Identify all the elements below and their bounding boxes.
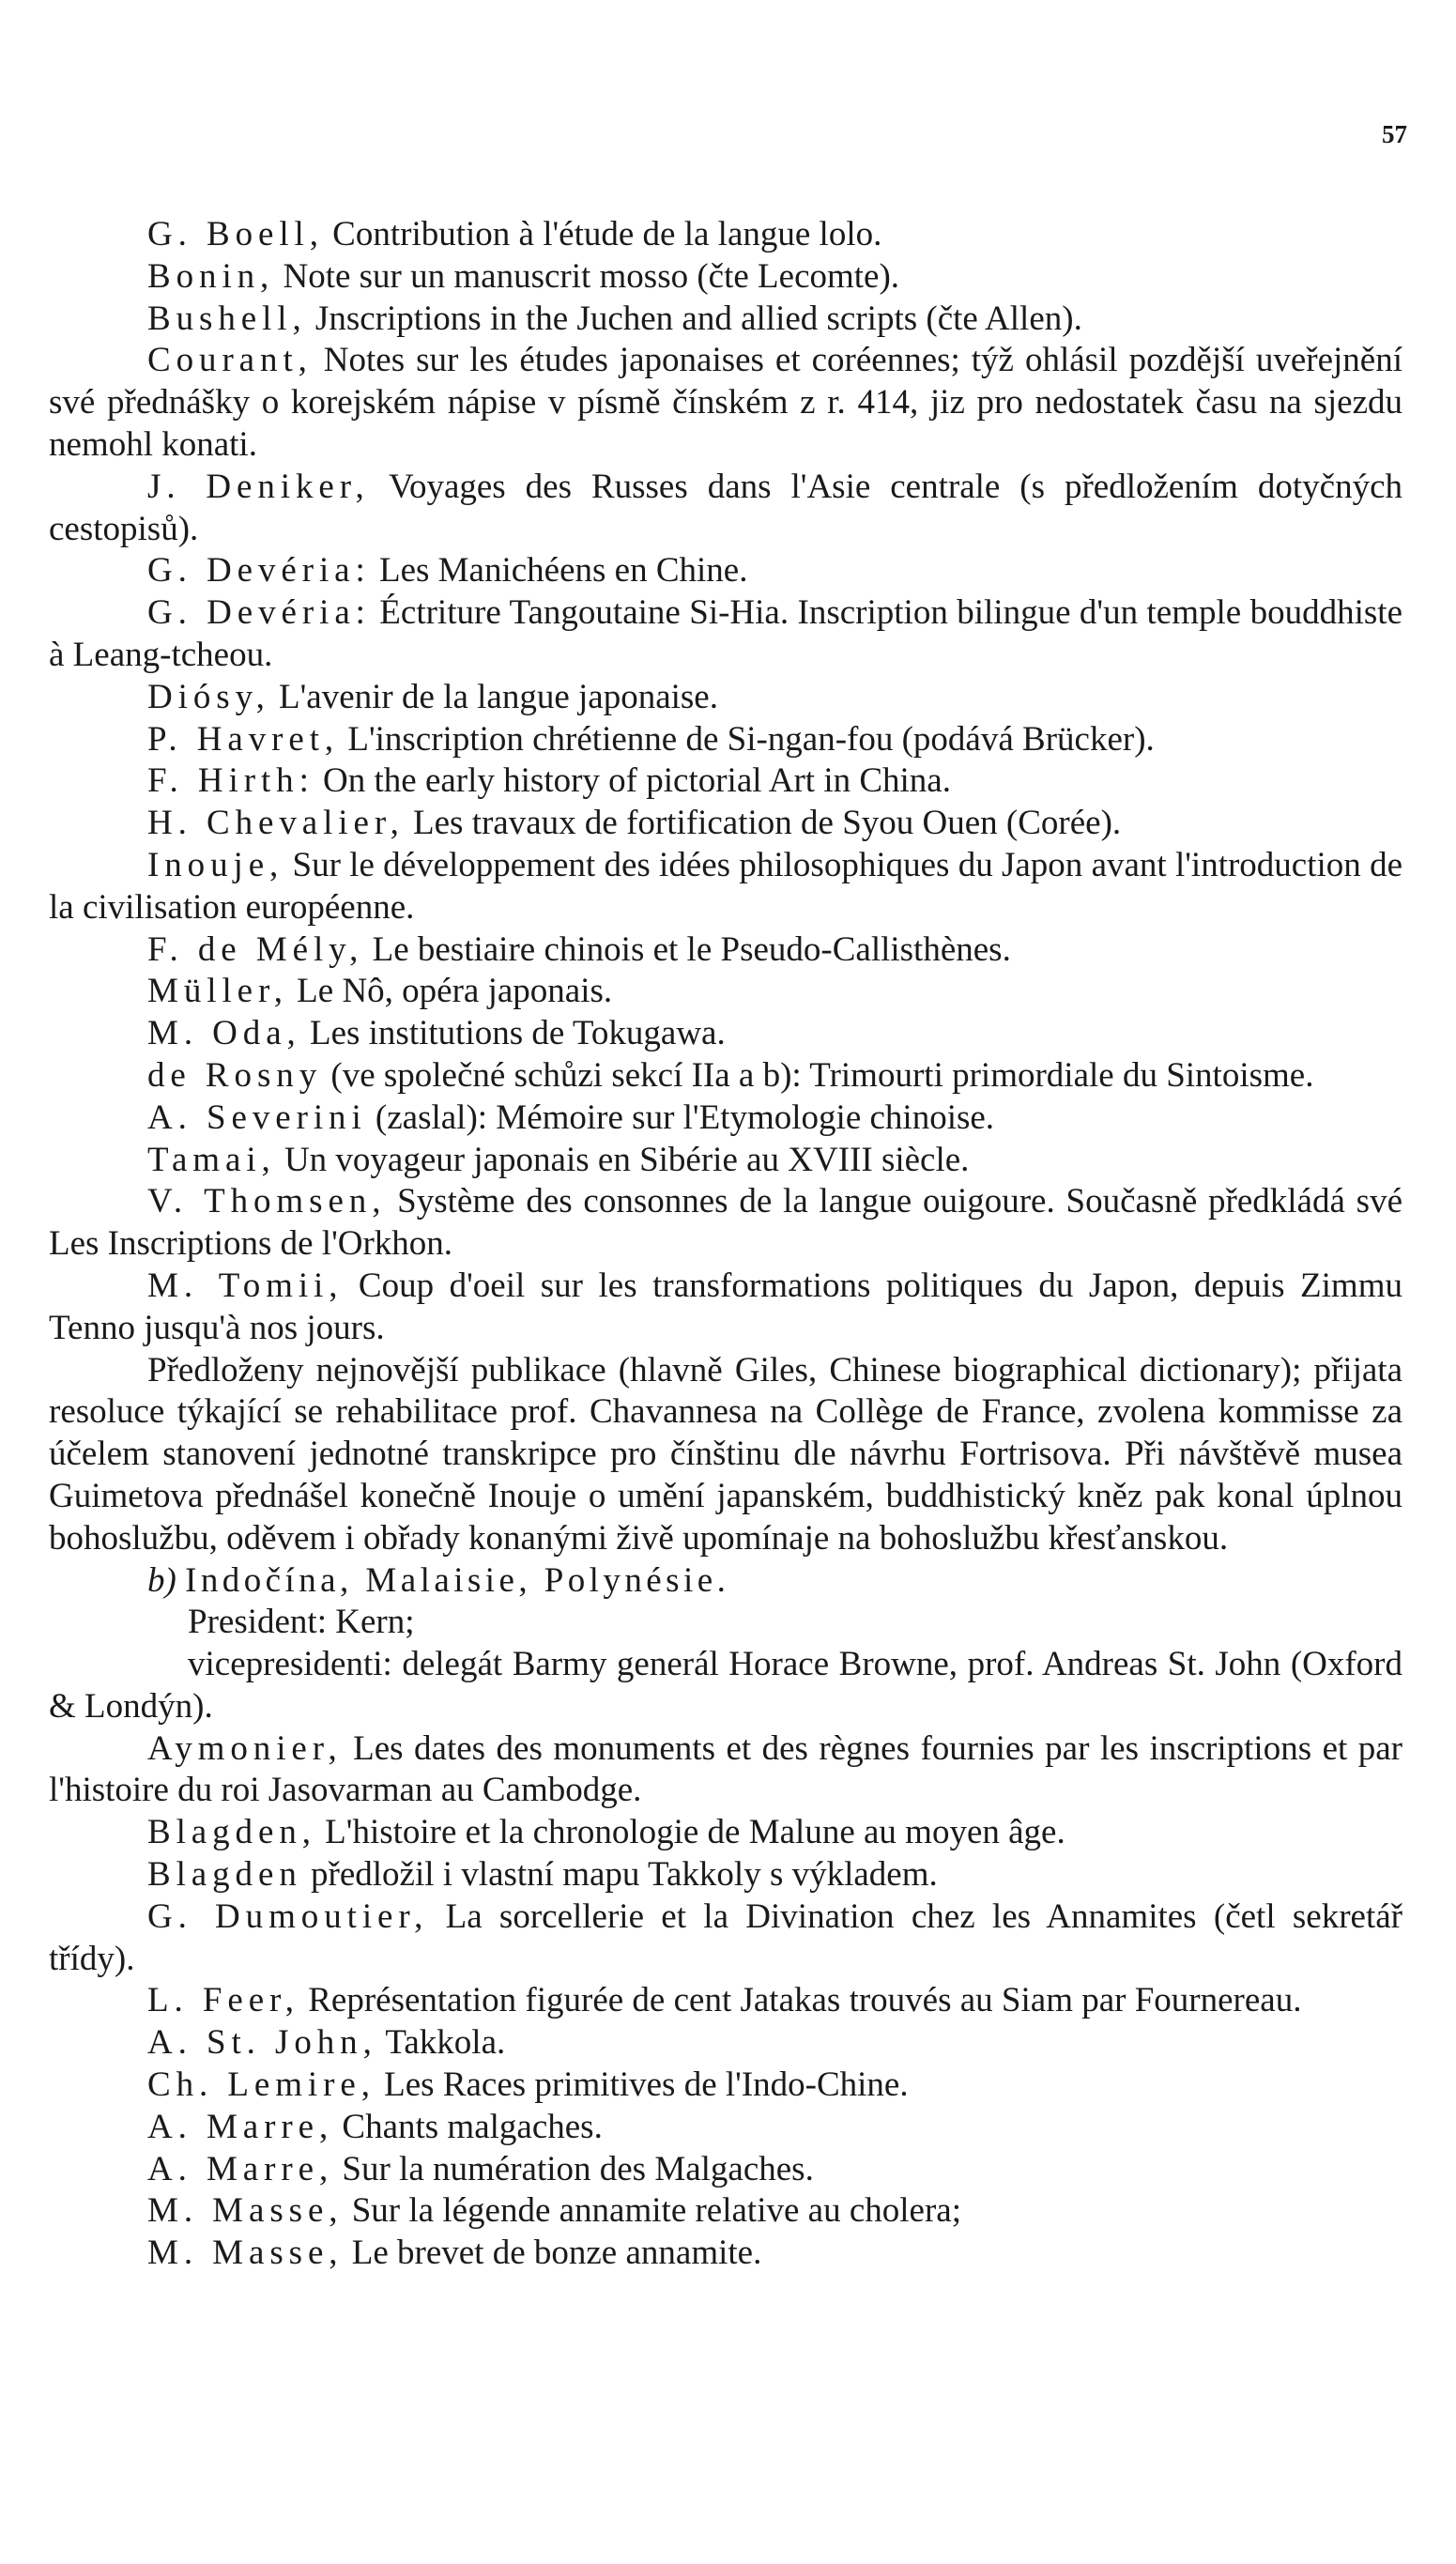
entry-author: Aymonier, <box>147 1728 343 1768</box>
bibliography-entry <box>49 467 1402 551</box>
entry-author: H. Chevalier, <box>147 804 405 843</box>
entry-text: Les travaux de fortification de Syou Ouen (Corée). <box>404 804 1122 843</box>
bibliography-entry <box>49 1055 1402 1098</box>
entry-author: Blagden <box>147 1855 302 1895</box>
entry-text: Les institutions de Tokugawa. <box>300 1014 726 1053</box>
bibliography-entry <box>49 1098 1402 1140</box>
section-title: Indočína, Malaisie, Polynésie. <box>185 1560 730 1600</box>
bibliography-entry <box>49 2233 1402 2275</box>
paragraphs-after <box>49 1728 1402 2275</box>
entry-text: Le bestiaire chinois et le Pseudo-Callisthènes. <box>363 929 1011 969</box>
bibliography-entry <box>49 1896 1402 1981</box>
entry-author: Bonin, <box>147 256 275 296</box>
entry-text: L'avenir de la langue japonaise. <box>269 677 718 716</box>
entry-author: G. Devéria: <box>147 551 371 591</box>
bibliography-entry <box>49 299 1402 341</box>
entry-author: Müller, <box>147 972 288 1011</box>
bibliography-entry <box>49 2022 1402 2065</box>
bibliography-entry <box>49 2107 1402 2149</box>
bibliography-entry <box>49 929 1402 972</box>
section-heading <box>49 1560 1402 1603</box>
paragraphs-before <box>49 214 1402 1560</box>
entry-text: Les Manichéens en Chine. <box>370 551 748 591</box>
document-body <box>49 214 1402 2275</box>
bibliography-entry <box>49 845 1402 929</box>
section-vicepresidents: vicepresidenti: delegát Barmy generál Horace Browne, prof. Andreas St. John (Oxford & Londýn). <box>49 1645 1402 1726</box>
entry-text: předložil i vlastní mapu Takkoly s výkladem. <box>301 1855 938 1895</box>
entry-author: M. Oda, <box>147 1014 301 1053</box>
entry-text: (ve společné schůzi sekcí IIa a b): Trimourti primordiale du Sintoisme. <box>322 1055 1314 1095</box>
entry-text: Předloženy nejnovější publikace (hlavně Giles, Chinese biographical dictionary); přijata resoluce týkající se rehabilitace prof. Chavannesa na Collège de France, zvolena kommisse za účelem stanovení jednotné transkripce pro čínštinu dle návrhu Fortrisova. Při návštěvě musea Guimetova přednášel konečně Inouje o umění japanském, buddhistický kněz pak konal úplnou bohoslužbu, oděvem i obřady konanými živě upomínaje na bohoslužbu křesťanskou. <box>49 1350 1402 1558</box>
bibliography-entry <box>49 256 1402 299</box>
entry-text: Voyages des Russes dans l'Asie centrale (s předložením dotyčných cestopisů). <box>49 467 1402 548</box>
bibliography-entry <box>49 2149 1402 2191</box>
entry-text: La sorcellerie et la Divination chez les Annamites (četl sekretář třídy). <box>49 1896 1402 1978</box>
entry-text: Éctriture Tangoutaine Si-Hia. Inscription bilingue d'un temple bouddhiste à Leang-tcheou. <box>49 593 1402 674</box>
entry-text: Un voyageur japonais en Sibérie au XVIII siècle. <box>275 1140 970 1179</box>
entry-text: Contribution à l'étude de la langue lolo. <box>323 215 882 253</box>
entry-author: Bushell, <box>147 299 307 338</box>
entry-author: A. St. John, <box>147 2023 377 2063</box>
entry-author: G. Dumoutier, <box>147 1896 429 1936</box>
entry-author: M. Masse, <box>147 2191 344 2231</box>
page-number: 57 <box>1382 120 1407 148</box>
bibliography-entry <box>49 1854 1402 1896</box>
bibliography-entry <box>49 719 1402 761</box>
bibliography-entry <box>49 2065 1402 2107</box>
bibliography-entry <box>49 1013 1402 1055</box>
entry-author: P. Havret, <box>147 719 340 759</box>
bibliography-entry <box>49 1980 1402 2022</box>
entry-text: Le Nô, opéra japonais. <box>287 972 613 1011</box>
bibliography-entry <box>49 803 1402 845</box>
entry-author: F. de Mély, <box>147 929 364 969</box>
bibliography-entry <box>49 1812 1402 1854</box>
entry-text: Coup d'oeil sur les transformations politiques du Japon, depuis Zimmu Tenno jusqu'à nos jours. <box>49 1266 1402 1347</box>
entry-text: Notes sur les études japonaises et coréennes; týž ohlásil pozdější uveřejnění své přednášky o korejském nápise v písmě čínském z r. 414, jiz pro nedostatek času na sjezdu nemohl konati. <box>49 341 1402 464</box>
entry-author: de Rosny <box>147 1055 323 1095</box>
entry-author: L. Feer, <box>147 1981 299 2020</box>
bibliography-entry <box>49 1350 1402 1560</box>
bibliography-entry <box>49 1181 1402 1266</box>
entry-text: Le brevet de bonze annamite. <box>343 2234 762 2273</box>
entry-text: Les Races primitives de l'Indo-Chine. <box>375 2065 909 2105</box>
entry-text: Représentation figurée de cent Jatakas trouvés au Siam par Fournereau. <box>299 1981 1302 2020</box>
bibliography-entry <box>49 550 1402 592</box>
entry-author: A. Severini <box>147 1098 367 1137</box>
entry-author: M. Masse, <box>147 2234 344 2273</box>
entry-text: Sur le développement des idées philosophiques du Japon avant l'introduction de la civilisation européenne. <box>49 845 1402 927</box>
entry-author: Diósy, <box>147 677 270 716</box>
entry-author: J. Deniker, <box>147 467 370 506</box>
entry-text: Les dates des monuments et des règnes fournies par les inscriptions et par l'histoire du roi Jasovarman au Cambodge. <box>49 1728 1402 1810</box>
entry-author: F. Hirth: <box>147 761 314 801</box>
bibliography-entry <box>49 760 1402 803</box>
entry-author: A. Marre, <box>147 2107 334 2146</box>
entry-text: (zaslal): Mémoire sur l'Etymologie chinoise. <box>366 1098 995 1137</box>
entry-text: Système des consonnes de la langue ouigoure. Současně předkládá své Les Inscriptions de l'Orkhon. <box>49 1182 1402 1264</box>
entry-author: V. Thomsen, <box>147 1182 387 1221</box>
section-marker: b) <box>147 1560 176 1600</box>
entry-author: Tamai, <box>147 1140 276 1179</box>
bibliography-entry <box>49 214 1402 256</box>
section-president: President: Kern; <box>188 1603 415 1642</box>
entry-text: Takkola. <box>376 2023 506 2063</box>
bibliography-entry <box>49 677 1402 719</box>
entry-author: A. Marre, <box>147 2149 334 2188</box>
entry-text: Sur la légende annamite relative au cholera; <box>343 2191 961 2231</box>
bibliography-entry <box>49 1266 1402 1350</box>
entry-text: Chants malgaches. <box>333 2107 603 2146</box>
entry-text: L'inscription chrétienne de Si-ngan-fou (podává Brücker). <box>339 719 1155 759</box>
bibliography-entry <box>49 1728 1402 1813</box>
entry-author: Blagden, <box>147 1813 316 1852</box>
bibliography-entry <box>49 592 1402 677</box>
bibliography-entry <box>49 1140 1402 1182</box>
entry-text: L'histoire et la chronologie de Malune au moyen âge. <box>315 1813 1065 1852</box>
entry-text: Jnscriptions in the Juchen and allied scripts (čte Allen). <box>306 299 1082 338</box>
entry-author: G. Boell, <box>147 215 324 253</box>
entry-author: M. Tomii, <box>147 1266 344 1305</box>
bibliography-entry <box>49 2190 1402 2233</box>
entry-author: G. Devéria: <box>147 593 371 633</box>
bibliography-entry <box>49 971 1402 1013</box>
entry-author: Ch. Lemire, <box>147 2065 375 2105</box>
entry-text: On the early history of pictorial Art in China. <box>314 761 951 801</box>
entry-text: Note sur un manuscrit mosso (čte Lecomte). <box>274 256 900 296</box>
bibliography-entry <box>49 340 1402 466</box>
entry-author: Inouje, <box>147 845 284 884</box>
entry-author: Courant, <box>147 341 313 380</box>
entry-text: Sur la numération des Malgaches. <box>333 2149 814 2188</box>
